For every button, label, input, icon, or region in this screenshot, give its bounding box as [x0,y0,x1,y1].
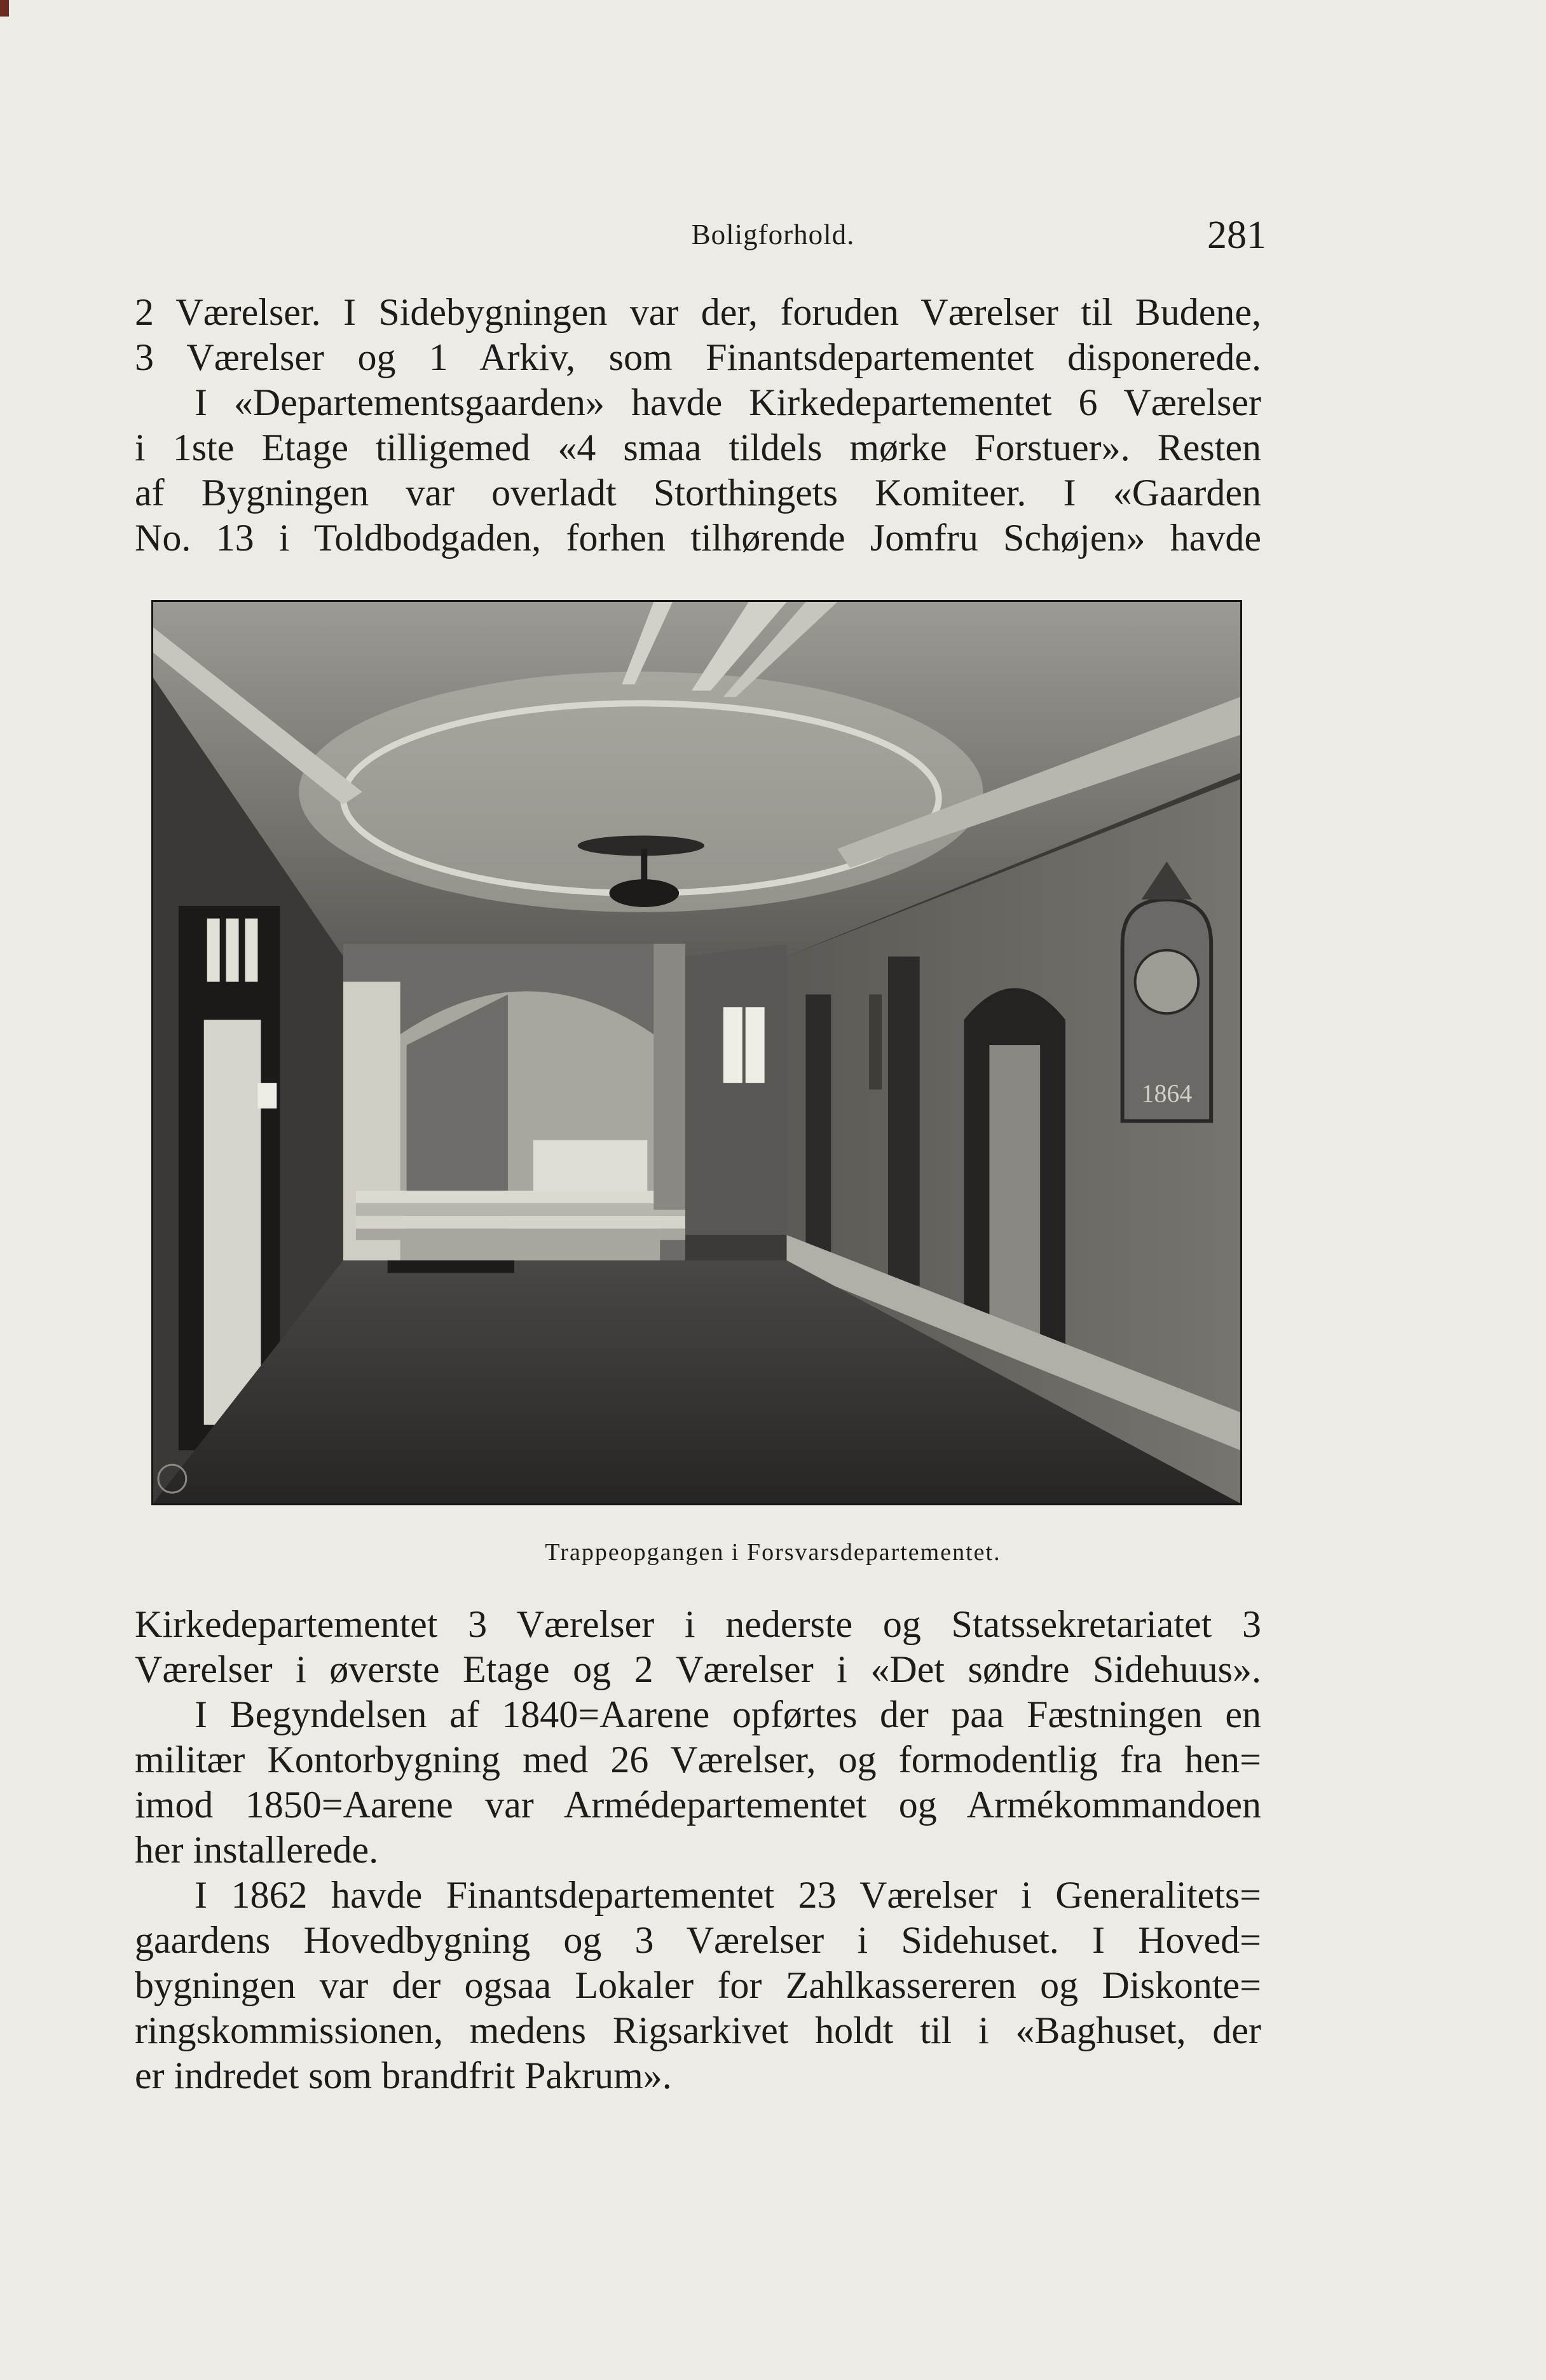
text-line: i 1ste Etage tilligemed «4 smaa tildels mørke Forstuer». Resten [135,427,1261,468]
photograph-plate [151,600,1242,1505]
text-line: I 1862 havde Finantsdepartementet 23 Værelser i Generalitets= [195,1874,1261,1916]
running-head: Boligforhold. [691,219,855,250]
page-number: 281 [1207,214,1266,257]
figure-caption: Trappeopgangen i Forsvarsdepartementet. [545,1539,1001,1566]
text-line: 3 Værelser og 1 Arkiv, som Finantsdepartementet disponerede. [135,336,1261,378]
text-line: gaardens Hovedbygning og 3 Værelser i Sidehuset. I Hoved= [135,1919,1261,1961]
text-line: af Bygningen var overladt Storthingets Komiteer. I «Gaarden [135,472,1261,514]
text-line: her installerede. [135,1829,379,1871]
body-text-bottom [135,1602,1261,2098]
text-line: militær Kontorbygning med 26 Værelser, og formodentlig fra hen= [135,1739,1261,1781]
text-line: I «Departementsgaarden» havde Kirkedepartementet 6 Værelser [195,381,1261,423]
text-line: Kirkedepartementet 3 Værelser i nederste og Statssekretariatet 3 [135,1603,1261,1645]
text-line: imod 1850=Aarene var Armédepartementet og Armékommandoen [135,1784,1261,1826]
plaque-year: 1864 [1141,1079,1193,1108]
text-line: Værelser i øverste Etage og 2 Værelser i «Det søndre Sidehuus». [135,1648,1261,1690]
text-line: No. 13 i Toldbodgaden, forhen tilhørende Jomfru Schøjen» havde [135,517,1261,559]
text-line: I Begyndelsen af 1840=Aarene opførtes der paa Fæstningen en [195,1693,1261,1735]
text-line: bygningen var der ogsaa Lokaler for Zahlkassereren og Diskonte= [135,1964,1261,2006]
text-line: ringskommissionen, medens Rigsarkivet holdt til i «Baghuset, der [135,2009,1261,2051]
hallway-photograph [153,602,1240,1503]
page-edge-mark [0,0,9,17]
text-line: er indredet som brandfrit Pakrum». [135,2055,672,2096]
text-line: 2 Værelser. I Sidebygningen var der, foruden Værelser til Budene, [135,291,1261,333]
body-text-top [135,290,1261,561]
